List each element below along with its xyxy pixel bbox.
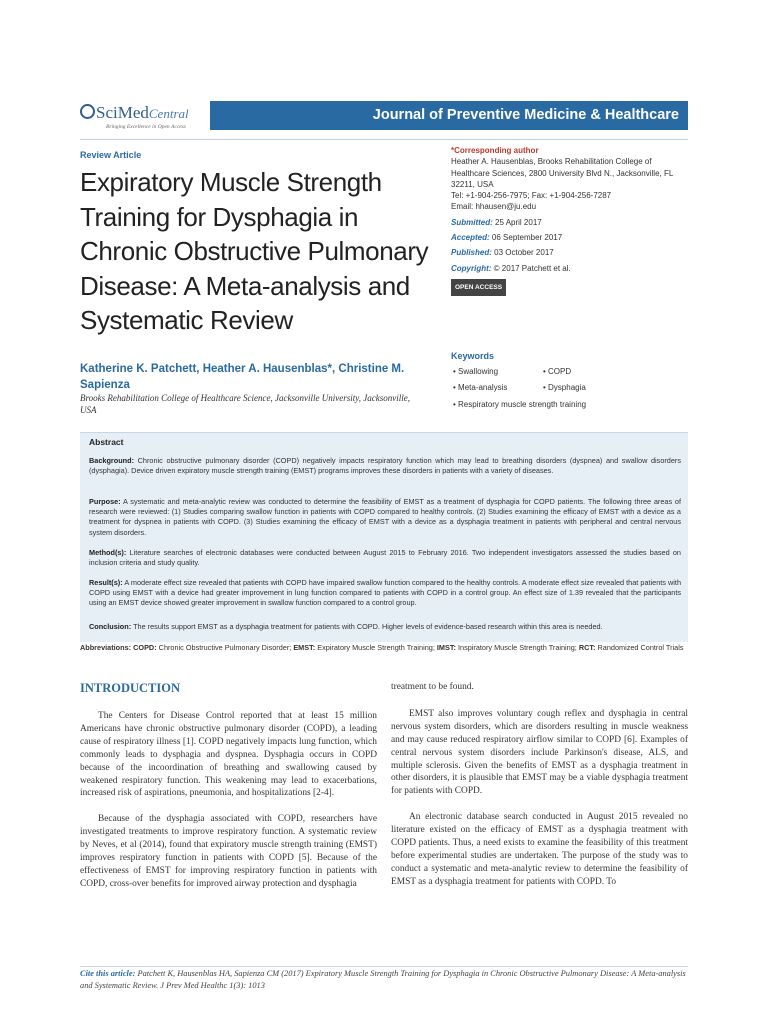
body-paragraph: EMST also improves voluntary cough reflex and dysphagia in central nervous system disorders, which are disorders resulting in muscle weakness and may cause reduced respiratory airflow similar to COPD [6]. Examples of central nervous system disorders include Parkinson's disease, ALS, and multiple sclerosis. Given the benefits of EMST as a dysphagia treatment in other disorders, it is plausible that EMST may be a viable dysphagia treatment for patients with COPD. (391, 708, 688, 797)
submitted-label: Submitted: (451, 217, 493, 227)
article-info-panel (451, 145, 691, 296)
section-heading: INTRODUCTION (80, 681, 181, 695)
publisher-logo (80, 103, 210, 137)
abstract-conclusion-label: Conclusion: (89, 622, 132, 631)
keyword-text: Meta-analysis (458, 383, 508, 392)
copyright-text: © 2017 Patchett et al. (493, 263, 571, 273)
keyword-item: • Respiratory muscle strength training (453, 400, 587, 409)
logo-central-text: Central (148, 106, 189, 121)
cite-text: Patchett K, Hausenblas HA, Sapienza CM (2017) Expiratory Muscle Strength Training for Dysphagia in Chronic Obstructive Pulmonary Disease: A Meta-analysis and Systematic Review. J Prev Med Healthc 1(3): 1013 (80, 969, 686, 990)
abbrev-key: RCT: (578, 643, 596, 652)
abstract-heading: Abstract (89, 437, 124, 447)
abbrev-value: Inspiratory Muscle Strength Training; (457, 643, 577, 652)
abstract-results (89, 578, 681, 609)
keywords-heading: Keywords (451, 351, 495, 361)
abstract-results-text: A moderate effect size revealed that patients with COPD have impaired swallow function compared to the healthy controls. A moderate effect size revealed that patients with COPD using EMST with a device had greater improvement in lung function compared to patients with COPD in a control group. An effect size of 1.39 revealed that the participants using an EMST device showed greater improvement in swallow function compared to a control group. (89, 578, 681, 608)
abstract-background (89, 456, 681, 476)
keyword-item: • Dysphagia (543, 383, 586, 392)
abstract-results-label: Result(s): (89, 578, 123, 587)
abstract-background-text: Chronic obstructive pulmonary disorder (COPD) negatively impacts respiratory function which may lead to breathing disorders (dyspnea) and swallow disorders (dysphagia). Device driven expiratory muscle strength training (EMST) programs improves these disorders in patients with a variety of diseases. (89, 456, 681, 476)
corresponding-author-label: *Corresponding author (451, 146, 539, 155)
body-paragraph: An electronic database search conducted in August 2015 revealed no literature existed on the efficacy of EMST as a dysphagia treatment with COPD patients. Thus, a need exists to examine the feasibility of this treatment before experimental studies are undertaken. The purpose of the study was to conduct a systematic and meta-analytic review to determine the feasibility of EMST as a dysphagia treatment for patients with COPD. To (391, 812, 688, 887)
abbrev-key: COPD: (133, 643, 157, 652)
published-label: Published: (451, 248, 492, 258)
abstract-background-label: Background: (89, 456, 134, 465)
submitted-date-row (451, 217, 691, 228)
keyword-text: COPD (548, 367, 572, 376)
abstract-methods-label: Method(s): (89, 548, 127, 557)
citation (80, 968, 688, 991)
abstract-methods (89, 548, 681, 568)
body-paragraph: Because of the dysphagia associated with COPD, researchers have investigated treatments to improve respiratory function. A systematic review by Neves, et al (2014), found that expiratory muscle strength training (EMST) improves respiratory function in patients with COPD [5]. Because of the effectiveness of EMST for improving respiratory function in patients with COPD, cross-over benefits for improved airway protection and dysphagia (80, 814, 377, 889)
keyword-text: Respiratory muscle strength training (458, 400, 587, 409)
abstract-purpose (89, 497, 681, 538)
copyright-row (451, 263, 691, 274)
abbrev-value: Chronic Obstructive Pulmonary Disorder; (158, 643, 292, 652)
email-link[interactable]: Email: hhausen@ju.edu (451, 202, 537, 212)
phone-fax: Tel: +1-904-256-7975; Fax: +1-904-256-7287 (451, 191, 612, 201)
open-access-badge: OPEN ACCESS (451, 279, 506, 296)
abbrev-key: EMST: (293, 643, 316, 652)
abbreviations (80, 643, 688, 653)
accepted-date-row (451, 232, 691, 243)
keyword-item: • Swallowing (453, 367, 499, 376)
body-left-column (80, 710, 377, 904)
abstract-methods-text: Literature searches of electronic databases were conducted between August 2015 to February 2016. Two independent investigators assessed the studies based on inclusion criteria and study quality. (89, 548, 681, 568)
journal-name-banner: Journal of Preventive Medicine & Healthcare (210, 101, 688, 130)
logo-circle-icon (80, 104, 95, 119)
submitted-date: 25 April 2017 (495, 217, 542, 227)
published-date: 03 October 2017 (494, 248, 554, 258)
abbrev-key: IMST: (436, 643, 456, 652)
header-divider (80, 139, 688, 140)
article-authors: Katherine K. Patchett, Heather A. Hausenblas*, Christine M. Sapienza (80, 363, 405, 391)
keyword-item: • COPD (543, 367, 572, 376)
published-date-row (451, 247, 691, 258)
body-paragraph: The Centers for Disease Control reported that at least 15 million Americans have chronic obstructive pulmonary disorder (COPD), a leading cause of respiratory illness [1]. COPD negatively impacts lung function, which commonly leads to dysphagia and dyspnea. Dysphagia occurs in COPD because of the incoordination of breathing and swallowing caused by weakened respiratory function. This weakening may lead to exacerbations, increased risk of aspirations, pneumonia, and hospitalizations [2-4]. (80, 711, 377, 799)
abbrev-value: Expiratory Muscle Strength Training; (317, 643, 435, 652)
abbreviations-label: Abbreviations: (80, 643, 132, 652)
body-paragraph: treatment to be found. (391, 682, 474, 692)
article-title: Expiratory Muscle Strength Training for Dysphagia in Chronic Obstructive Pulmonary Disease: A Meta-analysis and Systematic Review (80, 167, 429, 335)
body-right-column (391, 681, 688, 902)
accepted-date: 06 September 2017 (491, 233, 563, 243)
footer-divider (80, 966, 688, 967)
article-type: Review Article (80, 150, 142, 160)
abstract-conclusion (89, 622, 681, 632)
abstract-conclusion-text: The results support EMST as a dysphagia treatment for patients with COPD. Higher levels of evidence-based research within this area is needed. (133, 622, 603, 631)
accepted-label: Accepted: (451, 233, 490, 243)
abstract-purpose-text: A systematic and meta-analytic review was conducted to determine the feasibility of EMST as a treatment of dysphagia for COPD patients. The following three areas of research were reviewed: (1) Studies comparing swallow function in patients with COPD compared to healthy controls. (2) Studies examining the efficacy of EMST with a device as a treatment for dyspnea in patients with COPD. (3) Studies examining the efficacy of EMST with a device as a dysphagia treatment in patients with peripheral and central nervous system disorders. (89, 497, 681, 537)
keyword-item: • Meta-analysis (453, 383, 508, 392)
logo-main-text: SciMed (96, 103, 149, 122)
logo-tagline: Bringing Excellence in Open Access (106, 124, 186, 130)
cite-label: Cite this article: (80, 969, 136, 978)
abstract-purpose-label: Purpose: (89, 497, 121, 506)
keyword-text: Swallowing (458, 367, 499, 376)
author-affiliation: Brooks Rehabilitation College of Healthcare Science, Jacksonville University, Jacksonville, USA (80, 393, 410, 415)
corresponding-author-text: Heather A. Hausenblas, Brooks Rehabilitation College of Healthcare Sciences, 2800 University Blvd N., Jacksonville, FL 32211, USA (451, 157, 674, 189)
abbrev-value: Randomized Control Trials (597, 643, 684, 652)
keyword-text: Dysphagia (548, 383, 586, 392)
copyright-label: Copyright: (451, 263, 492, 273)
